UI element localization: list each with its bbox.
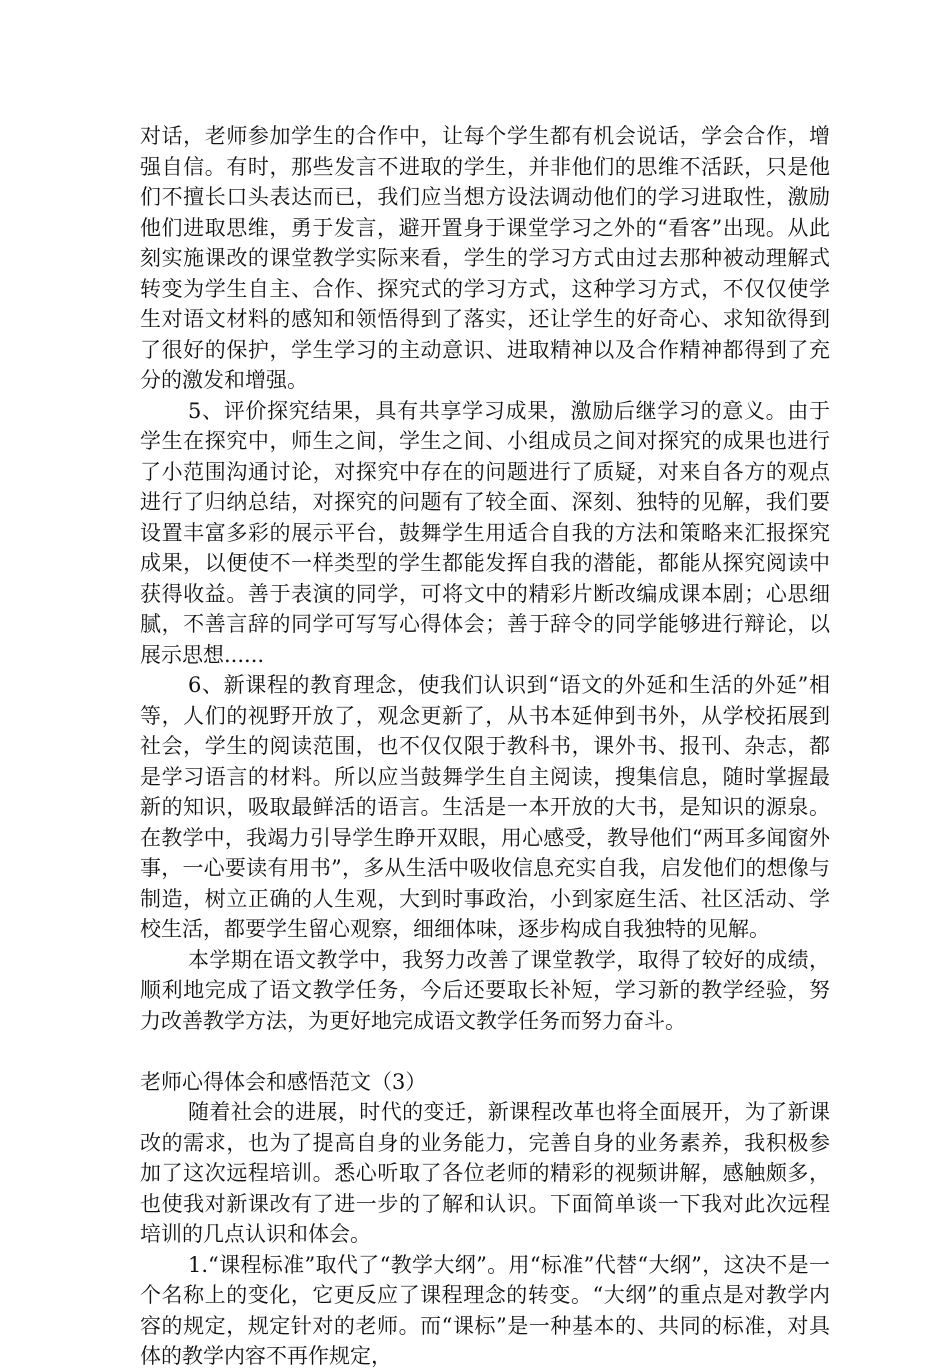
- paragraph-3: 6、新课程的教育理念，使我们认识到“语文的外延和生活的外延”相等，人们的视野开放了，观念更新了，从书本延伸到书外，从学校拓展到社会，学生的阅读范围，也不仅仅限于教科书，课外书、报刊、杂志，都是学习语言的材料。所以应当鼓舞学生自主阅读，搜集信息，随时掌握最新的知识，吸取最鲜活的语言。生活是一本开放的大书，是知识的源泉。在教学中，我竭力引导学生睁开双眼，用心感受，教导他们“两耳多闻窗外事，一心要读有用书”，多从生活中吸收信息充实自我，启发他们的想像与制造，树立正确的人生观，大到时事政治，小到家庭生活、社区活动、学校生活，都要学生留心观察，细细体味，逐步构成自我独特的见解。: [140, 673, 830, 941]
- paragraph-6: 1.“课程标准”取代了“教学大纲”。用“标准”代替“大纲”，这决不是一个名称上的变化，它更反应了课程理念的转变。“大纲”的重点是对教学内容的规定，规定针对的老师。而“课标”是一种基本的、共同的标准，对具体的教学内容不再作规定，: [140, 1252, 830, 1368]
- document-body: [140, 121, 830, 1372]
- paragraph-5: 随着社会的进展，时代的变迁，新课程改革也将全面展开，为了新课改的需求，也为了提高自身的业务能力，完善自身的业务素养，我积极参加了这次远程培训。悉心听取了各位老师的精彩的视频讲解，感触颇多，也使我对新课改有了进一步的了解和认识。下面简单谈一下我对此次远程培训的几点认识和体会。: [140, 1100, 830, 1246]
- paragraph-4: 本学期在语文教学中，我努力改善了课堂教学，取得了较好的成绩，顺利地完成了语文教学任务，今后还要取长补短，学习新的教学经验，努力改善教学方法，为更好地完成语文教学任务而努力奋斗。: [140, 947, 830, 1033]
- blank-line: [140, 1036, 830, 1067]
- paragraph-1: 对话，老师参加学生的合作中，让每个学生都有机会说话，学会合作，增强自信。有时，那些发言不进取的学生，并非他们的思维不活跃，只是他们不擅长口头表达而已，我们应当想方设法调动他们的学习进取性，激励他们进取思维，勇于发言，避开置身于课堂学习之外的“看客”出现。从此刻实施课改的课堂教学实际来看，学生的学习方式由过去那种被动理解式转变为学生自主、合作、探究式的学习方式，这种学习方式，不仅仅使学生对语文材料的感知和领悟得到了落实，还让学生的好奇心、求知欲得到了很好的保护，学生学习的主动意识、进取精神以及合作精神都得到了充分的激发和增强。: [140, 124, 830, 392]
- paragraph-2: 5、评价探究结果，具有共享学习成果，激励后继学习的意义。由于学生在探究中，师生之间，学生之间、小组成员之间对探究的成果也进行了小范围沟通讨论，对探究中存在的问题进行了质疑，对来自各方的观点进行了归纳总结，对探究的问题有了较全面、深刻、独特的见解，我们要设置丰富多彩的展示平台，鼓舞学生用适合自我的方法和策略来汇报探究成果，以便使不一样类型的学生都能发挥自我的潜能，都能从探究阅读中获得收益。善于表演的同学，可将文中的精彩片断改编成课本剧；心思细腻，不善言辞的同学可写写心得体会；善于辞令的同学能够进行辩论，以展示思想......: [140, 398, 830, 667]
- section-heading: 老师心得体会和感悟范文（3）: [140, 1069, 427, 1094]
